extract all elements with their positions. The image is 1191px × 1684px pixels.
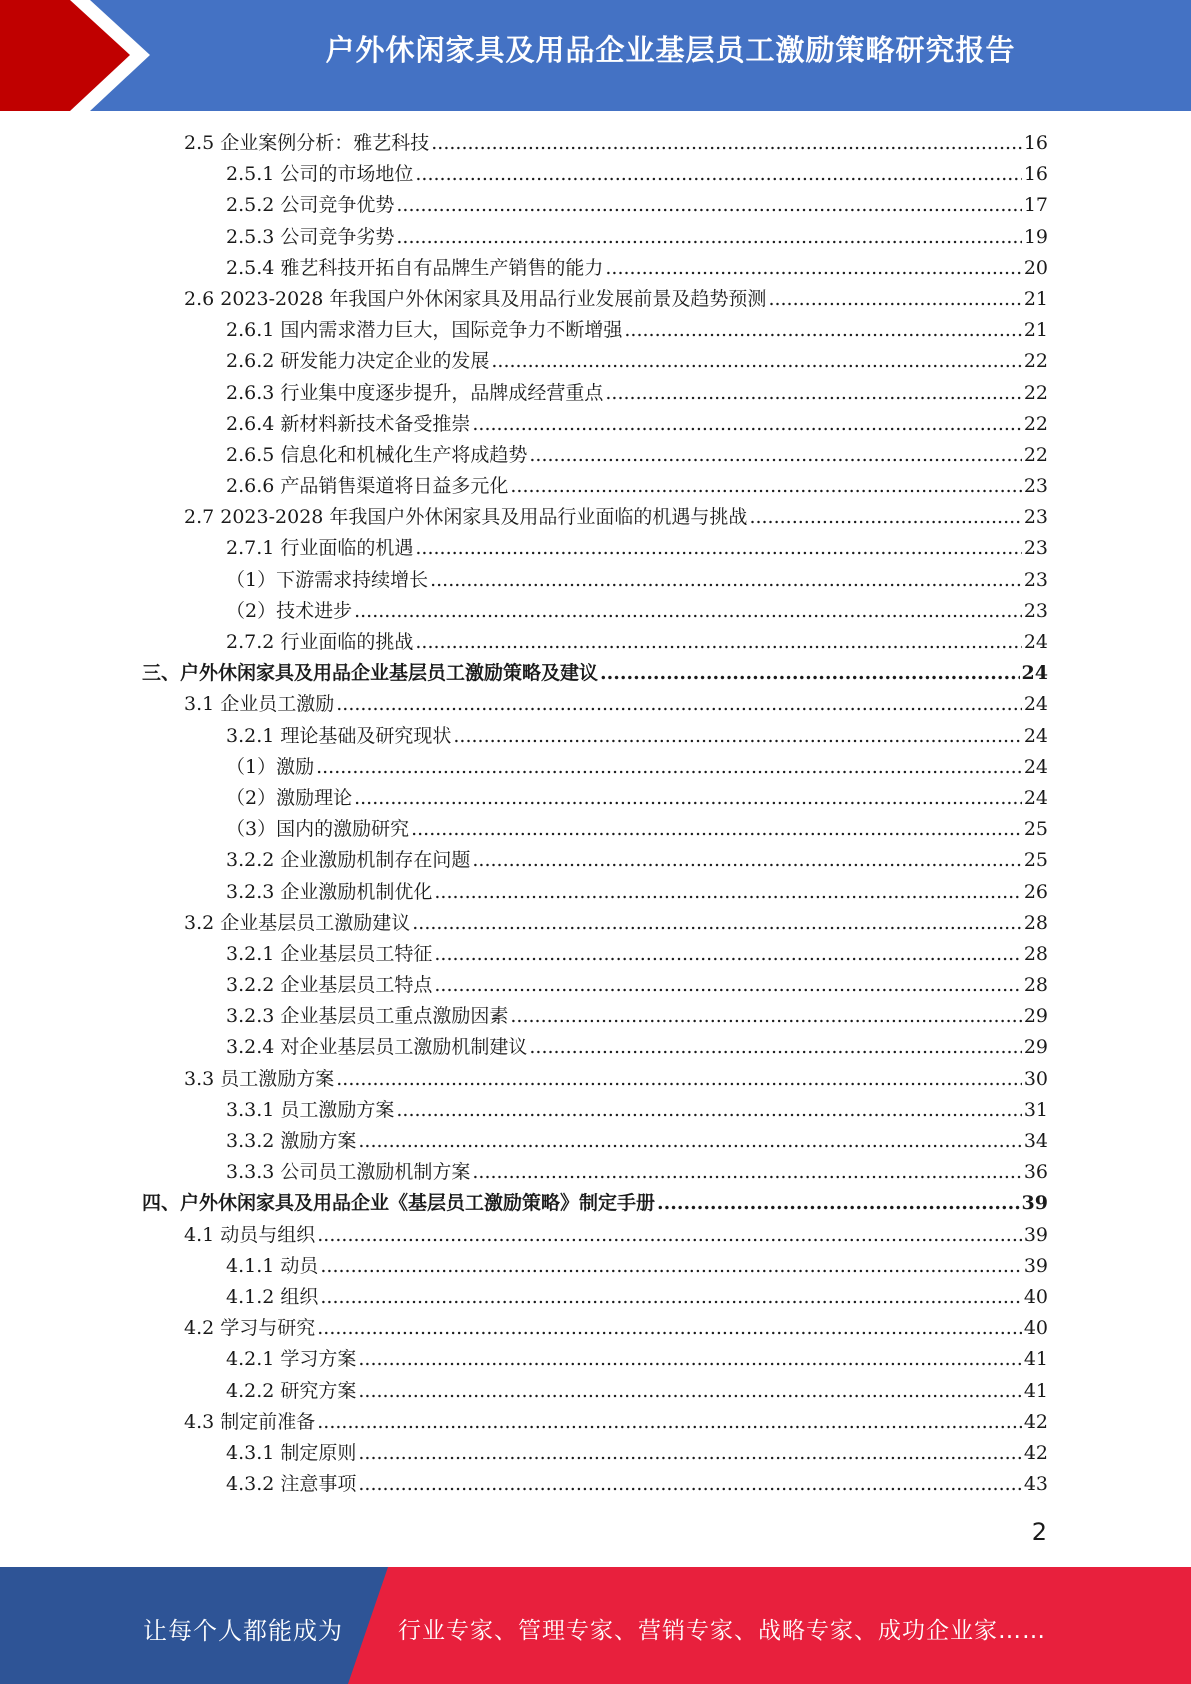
toc-entry[interactable]: [142, 502, 1048, 533]
toc-entry[interactable]: [142, 190, 1048, 221]
toc-entry-label: （2）技术进步: [226, 599, 353, 622]
toc-dot-leader: [336, 689, 1022, 720]
toc-entry-page: 23: [1023, 537, 1048, 560]
toc-entry-page: 24: [1023, 786, 1048, 809]
toc-entry-page: 28: [1023, 974, 1048, 997]
toc-entry-page: 40: [1023, 1285, 1048, 1308]
toc-dot-leader: [453, 721, 1021, 752]
toc-entry[interactable]: [142, 814, 1048, 845]
toc-entry-page: 40: [1023, 1317, 1048, 1340]
toc-entry-page: 24: [1023, 631, 1048, 653]
toc-entry[interactable]: [142, 1064, 1048, 1095]
toc-dot-leader: [749, 502, 1021, 533]
toc-entry[interactable]: [142, 128, 1048, 159]
toc-entry-page: 21: [1023, 319, 1048, 342]
toc-dot-leader: [336, 1064, 1022, 1095]
toc-entry-label: 三、户外休闲家具及用品企业基层员工激励策略及建议: [142, 662, 599, 685]
toc-entry-page: 39: [1023, 1223, 1048, 1246]
toc-entry[interactable]: [142, 877, 1048, 908]
toc-entry-page: 24: [1023, 724, 1048, 747]
toc-entry-label: 2.7 2023-2028 年我国户外休闲家具及用品行业面临的机遇与挑战: [184, 506, 748, 529]
footer-slogan-right: 行业专家、管理专家、营销专家、战略专家、成功企业家……: [398, 1618, 1046, 1644]
toc-entry[interactable]: [142, 1344, 1048, 1375]
toc-entry-label: 3.2.2 企业基层员工特点: [226, 974, 433, 997]
toc-entry-page: 43: [1023, 1473, 1048, 1496]
toc-entry-label: （2）激励理论: [226, 786, 353, 809]
toc-entry[interactable]: [142, 378, 1048, 409]
toc-entry-label: 3.2.3 企业基层员工重点激励因素: [226, 1005, 509, 1028]
toc-entry-page: 23: [1023, 599, 1048, 622]
toc-dot-leader: [768, 284, 1021, 315]
toc-entry-label: 3.2.1 企业基层员工特征: [226, 942, 433, 965]
toc-entry-page: 29: [1023, 1036, 1048, 1059]
toc-dot-leader: [510, 1001, 1021, 1032]
toc-entry-page: 21: [1023, 287, 1048, 310]
toc-entry[interactable]: [142, 315, 1048, 346]
toc-entry-label: 2.5.4 雅艺科技开拓自有品牌生产销售的能力: [226, 256, 604, 279]
toc-entry[interactable]: [142, 1282, 1048, 1313]
toc-entry-page: 22: [1023, 412, 1048, 435]
toc-entry-page: 36: [1023, 1161, 1048, 1184]
toc-dot-leader: [412, 908, 1022, 939]
toc-entry[interactable]: [142, 845, 1048, 876]
toc-entry-page: 28: [1023, 942, 1048, 965]
toc-entry-page: 22: [1023, 350, 1048, 373]
toc-dot-leader: [529, 1032, 1021, 1063]
toc-entry-label: 4.3 制定前准备: [184, 1410, 316, 1433]
toc-entry-label: 2.6.4 新材料新技术备受推崇: [226, 412, 471, 435]
toc-entry-label: 3.2.3 企业激励机制优化: [226, 880, 433, 903]
toc-dot-leader: [472, 1157, 1021, 1188]
toc-entry-label: 2.5.1 公司的市场地位: [226, 163, 414, 186]
toc-entry-page: 16: [1023, 132, 1048, 154]
toc-entry-label: 2.6.5 信息化和机械化生产将成趋势: [226, 443, 528, 466]
page-header: [0, 0, 1191, 111]
toc-entry-label: 3.3.2 激励方案: [226, 1130, 357, 1152]
toc-entry[interactable]: [142, 658, 1048, 689]
toc-entry[interactable]: [142, 346, 1048, 377]
report-title: 户外休闲家具及用品企业基层员工激励策略研究报告: [325, 33, 1016, 67]
toc-entry[interactable]: [142, 689, 1048, 720]
toc-dot-leader: [396, 1095, 1021, 1126]
toc-entry-label: 3.2.2 企业激励机制存在问题: [226, 849, 471, 872]
toc-entry[interactable]: [142, 565, 1048, 596]
toc-entry-label: 4.3.2 注意事项: [226, 1473, 357, 1496]
toc-entry[interactable]: [142, 1220, 1048, 1251]
toc-entry-label: 3.1 企业员工激励: [184, 693, 335, 716]
toc-entry-label: 4.1 动员与组织: [184, 1223, 316, 1246]
toc-dot-leader: [358, 1438, 1021, 1469]
toc-entry[interactable]: [142, 939, 1048, 970]
toc-entry-label: 2.7.2 行业面临的挑战: [226, 631, 414, 653]
toc-entry-page: 42: [1023, 1441, 1048, 1464]
toc-entry-label: 3.3 员工激励方案: [184, 1067, 335, 1090]
toc-entry[interactable]: [142, 752, 1048, 783]
toc-entry-label: 2.6.6 产品销售渠道将日益多元化: [226, 475, 509, 498]
toc-entry[interactable]: [142, 1095, 1048, 1126]
toc-entry-label: 四、户外休闲家具及用品企业《基层员工激励策略》制定手册: [142, 1192, 656, 1215]
toc-entry-page: 24: [1023, 693, 1048, 716]
toc-entry-page: 31: [1023, 1098, 1048, 1121]
toc-entry-page: 25: [1023, 849, 1048, 872]
toc-dot-leader: [605, 253, 1021, 284]
toc-dot-leader: [358, 1344, 1021, 1375]
toc-entry-page: 17: [1023, 194, 1048, 217]
toc-entry-label: 2.5.2 公司竞争优势: [226, 194, 395, 217]
toc-entry[interactable]: [142, 1313, 1048, 1344]
toc-dot-leader: [358, 1126, 1021, 1157]
toc-entry-page: 23: [1023, 568, 1048, 591]
toc-entry[interactable]: [142, 627, 1048, 658]
toc-entry-page: 34: [1023, 1130, 1048, 1152]
toc-dot-leader: [491, 346, 1021, 377]
toc-entry-label: 4.3.1 制定原则: [226, 1441, 357, 1464]
toc-entry-page: 29: [1023, 1005, 1048, 1028]
toc-entry[interactable]: [142, 596, 1048, 627]
toc-entry-page: 25: [1023, 818, 1048, 841]
toc-entry-label: 2.5 企业案例分析：雅艺科技: [184, 132, 430, 154]
toc-entry[interactable]: [142, 409, 1048, 440]
toc-dot-leader: [317, 1220, 1022, 1251]
header-arrow-decoration: [0, 0, 150, 111]
toc-entry-label: 3.2.1 理论基础及研究现状: [226, 724, 452, 747]
toc-dot-leader: [624, 315, 1021, 346]
toc-entry-page: 20: [1023, 256, 1048, 279]
toc-entry-page: 39: [1021, 1192, 1048, 1215]
toc-entry-label: 4.2 学习与研究: [184, 1317, 316, 1340]
toc-dot-leader: [358, 1469, 1021, 1500]
toc-entry-label: 4.1.1 动员: [226, 1254, 319, 1277]
toc-dot-leader: [605, 378, 1021, 409]
toc-entry-label: 3.3.1 员工激励方案: [226, 1098, 395, 1121]
toc-entry-label: 3.3.3 公司员工激励机制方案: [226, 1161, 471, 1184]
toc-entry[interactable]: [142, 471, 1048, 502]
toc-dot-leader: [415, 533, 1021, 564]
toc-entry[interactable]: [142, 1157, 1048, 1188]
toc-dot-leader: [396, 190, 1021, 221]
toc-dot-leader: [529, 440, 1021, 471]
toc-dot-leader: [354, 783, 1022, 814]
toc-entry[interactable]: [142, 1001, 1048, 1032]
toc-dot-leader: [434, 939, 1021, 970]
toc-entry-page: 28: [1023, 911, 1048, 934]
toc-dot-leader: [411, 814, 1022, 845]
toc-entry-label: 4.2.1 学习方案: [226, 1348, 357, 1371]
toc-entry-page: 22: [1023, 381, 1048, 404]
toc-entry-page: 41: [1023, 1348, 1048, 1371]
table-of-contents: [142, 128, 1048, 1500]
toc-dot-leader: [317, 1407, 1022, 1438]
toc-entry-page: 30: [1023, 1067, 1048, 1090]
footer-slogan-left: 让每个人都能成为: [143, 1617, 343, 1645]
toc-entry[interactable]: [142, 1469, 1048, 1500]
toc-entry-label: 4.2.2 研究方案: [226, 1379, 357, 1402]
toc-entry[interactable]: [142, 783, 1048, 814]
toc-entry[interactable]: [142, 222, 1048, 253]
toc-entry[interactable]: [142, 1032, 1048, 1063]
toc-entry-page: 26: [1023, 880, 1048, 903]
toc-entry-label: 3.2.4 对企业基层员工激励机制建议: [226, 1036, 528, 1059]
toc-entry-page: 42: [1023, 1410, 1048, 1433]
toc-dot-leader: [430, 565, 1022, 596]
toc-entry-page: 16: [1023, 163, 1048, 186]
toc-entry-page: 24: [1021, 662, 1048, 685]
toc-entry-page: 23: [1023, 506, 1048, 529]
toc-entry[interactable]: [142, 1188, 1048, 1219]
toc-entry-label: （1）下游需求持续增长: [226, 568, 429, 591]
toc-entry-label: 2.6.3 行业集中度逐步提升，品牌成经营重点: [226, 381, 604, 404]
toc-dot-leader: [472, 409, 1021, 440]
toc-entry-page: 23: [1023, 475, 1048, 498]
toc-dot-leader: [415, 627, 1021, 658]
toc-dot-leader: [657, 1188, 1020, 1219]
toc-entry-label: 2.6.1 国内需求潜力巨大，国际竞争力不断增强: [226, 319, 623, 342]
toc-dot-leader: [320, 1282, 1021, 1313]
toc-dot-leader: [415, 159, 1021, 190]
toc-dot-leader: [320, 1251, 1021, 1282]
toc-entry[interactable]: [142, 1407, 1048, 1438]
toc-entry-label: 2.6.2 研发能力决定企业的发展: [226, 350, 490, 373]
toc-dot-leader: [316, 752, 1022, 783]
toc-entry-page: 39: [1023, 1254, 1048, 1277]
toc-dot-leader: [434, 970, 1021, 1001]
toc-entry[interactable]: [142, 1251, 1048, 1282]
toc-entry-label: 2.7.1 行业面临的机遇: [226, 537, 414, 560]
toc-entry-label: 2.6 2023-2028 年我国户外休闲家具及用品行业发展前景及趋势预测: [184, 287, 767, 310]
toc-dot-leader: [600, 658, 1020, 689]
toc-entry[interactable]: [142, 1376, 1048, 1407]
toc-entry-page: 41: [1023, 1379, 1048, 1402]
toc-entry-label: （3）国内的激励研究: [226, 818, 410, 841]
toc-dot-leader: [431, 128, 1022, 159]
toc-entry[interactable]: [142, 970, 1048, 1001]
toc-dot-leader: [358, 1376, 1021, 1407]
toc-entry[interactable]: [142, 721, 1048, 752]
toc-entry[interactable]: [142, 908, 1048, 939]
toc-entry-page: 24: [1023, 755, 1048, 778]
toc-entry-label: （1）激励: [226, 755, 315, 778]
toc-entry-label: 2.5.3 公司竞争劣势: [226, 225, 395, 248]
toc-entry[interactable]: [142, 440, 1048, 471]
toc-entry[interactable]: [142, 284, 1048, 315]
toc-dot-leader: [434, 877, 1021, 908]
toc-entry[interactable]: [142, 533, 1048, 564]
toc-dot-leader: [354, 596, 1022, 627]
page-footer: [0, 1567, 1191, 1684]
toc-entry-label: 3.2 企业基层员工激励建议: [184, 911, 411, 934]
toc-entry-page: 22: [1023, 443, 1048, 466]
toc-dot-leader: [472, 845, 1021, 876]
toc-dot-leader: [510, 471, 1021, 502]
toc-dot-leader: [317, 1313, 1022, 1344]
toc-entry[interactable]: [142, 1126, 1048, 1157]
page-number: 2: [1031, 1518, 1047, 1546]
toc-entry-page: 19: [1023, 225, 1048, 248]
toc-entry[interactable]: [142, 1438, 1048, 1469]
toc-entry-label: 4.1.2 组织: [226, 1285, 319, 1308]
toc-dot-leader: [396, 222, 1021, 253]
toc-entry[interactable]: [142, 159, 1048, 190]
toc-entry[interactable]: [142, 253, 1048, 284]
